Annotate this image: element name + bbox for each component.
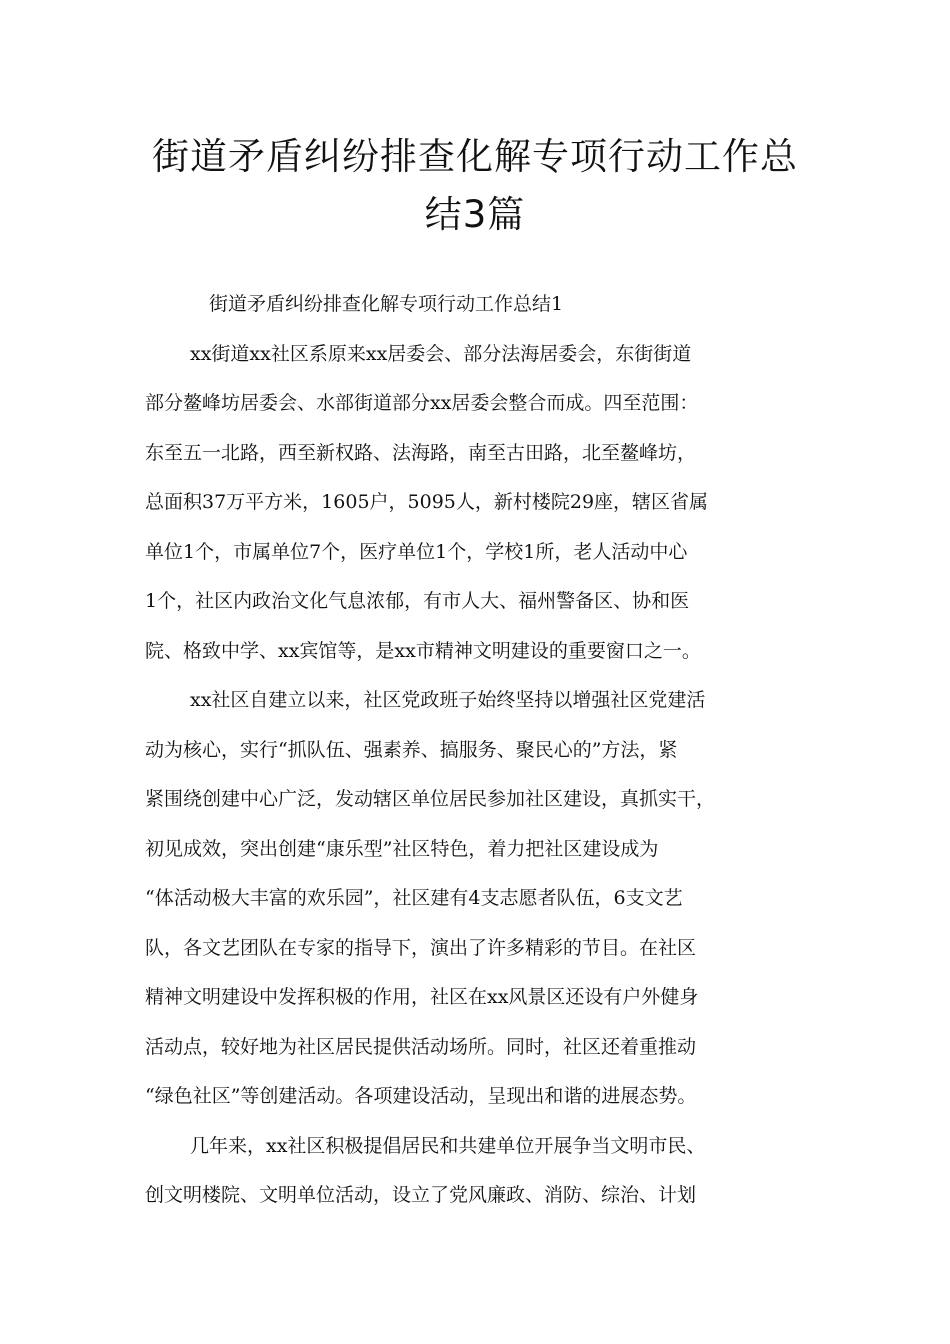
paragraph-line: 院、格致中学、xx宾馆等，是xx市精神文明建设的重要窗口之一。	[145, 639, 701, 662]
paragraph-line: 东至五一北路，西至新权路、法海路，南至古田路，北至鳌峰坊，	[145, 441, 697, 464]
paragraph-line: 队，各文艺团队在专家的指导下，演出了许多精彩的节目。在社区	[145, 936, 697, 959]
paragraph-line: 总面积37万平方米，1605户，5095人，新村楼院29座，辖区省属	[145, 491, 709, 513]
paragraph-line: 精神文明建设中发挥积极的作用，社区在xx风景区还设有户外健身	[145, 986, 699, 1008]
paragraph-line: 初见成效，突出创建“康乐型”社区特色，着力把社区建设成为	[145, 837, 659, 860]
paragraph-line: “体活动极大丰富的欢乐园”，社区建有4支志愿者队伍，6支文艺	[145, 887, 683, 909]
paragraph-line: 活动点，较好地为社区居民提供活动场所。同时，社区还着重推动	[145, 1035, 697, 1058]
paragraph-line: “绿色社区”等创建活动。各项建设活动，呈现出和谐的进展态势。	[145, 1085, 697, 1107]
paragraph-line: 创文明楼院、文明单位活动，设立了党风廉政、消防、综治、计划	[145, 1184, 697, 1206]
paragraph-1	[145, 330, 821, 677]
section-subtitle: 街道矛盾纠纷排查化解专项行动工作总结1	[209, 293, 564, 315]
paragraph-line: 1个，社区内政治文化气息浓郁，有市人大、福州警备区、协和医	[145, 590, 690, 612]
paragraph-line: xx街道xx社区系原来xx居委会、部分法海居委会，东街街道	[190, 342, 692, 365]
paragraph-line: 几年来，xx社区积极提倡居民和共建单位开展争当文明市民、	[190, 1134, 706, 1157]
paragraph-3	[145, 1122, 821, 1221]
document-body	[145, 280, 821, 1221]
paragraph-line: 紧围绕创建中心广泛，发动辖区单位居民参加社区建设，真抓实干，	[145, 788, 716, 810]
paragraph-line: xx社区自建立以来，社区党政班子始终坚持以增强社区党建活	[190, 689, 706, 711]
title-line-1: 街道矛盾纠纷排查化解专项行动工作总	[152, 135, 798, 178]
document-title	[120, 128, 830, 244]
paragraph-line: 部分鳌峰坊居委会、水部街道部分xx居委会整合而成。四至范围：	[145, 392, 699, 414]
paragraph-line: 单位1个，市属单位7个，医疗单位1个，学校1所，老人活动中心	[145, 540, 688, 563]
paragraph-2	[145, 676, 821, 1122]
title-line-2: 结3篇	[424, 193, 526, 236]
paragraph-line: 动为核心，实行“抓队伍、强素养、搞服务、聚民心的”方法，紧	[145, 738, 678, 761]
